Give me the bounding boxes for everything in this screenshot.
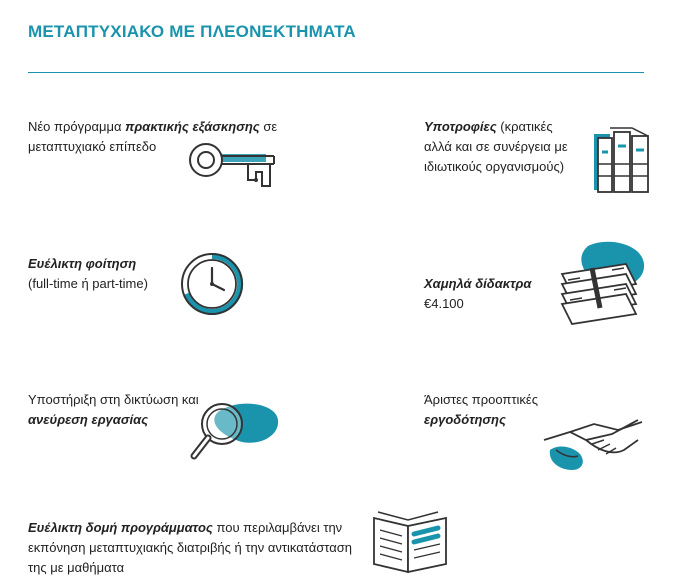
key-icon <box>184 140 286 200</box>
item-scholarships-text: Υποτροφίες (κρατικές αλλά και σε συνέργεια με ιδιωτικούς οργανισμούς) <box>424 119 568 174</box>
item-networking-text: Υποστήριξη στη δικτύωση και ανεύρεση εργασίας <box>28 392 199 427</box>
fees-amount: €4.100 <box>424 296 464 311</box>
magnifier-icon <box>180 394 284 474</box>
page-title: ΜΕΤΑΠΤΥΧΙΑΚΟ ΜΕ ΠΛΕΟΝΕΚΤΗΜΑΤΑ <box>28 22 356 41</box>
item-employment-bold: εργοδότησης <box>424 412 506 427</box>
item-structure-bold: Ευέλικτη δομή προγράμματος <box>28 520 213 535</box>
item-scholarships-bold: Υποτροφίες <box>424 119 497 134</box>
book-icon <box>368 498 452 578</box>
item-structure-text: Ευέλικτη δομή προγράμματος που περιλαμβάνει την εκπόνηση μεταπτυχιακής διατριβής ή την αντικατάσταση της με μαθήματα <box>28 520 352 575</box>
item-practical-text: Νέο πρόγραμμα πρακτικής εξάσκησης σε μεταπτυχιακό επίπεδο <box>28 119 278 154</box>
item-fees-text <box>424 274 564 314</box>
item-practical-bold: πρακτικής εξάσκησης <box>125 119 260 134</box>
handshake-icon <box>542 410 652 478</box>
books-icon <box>590 124 656 196</box>
item-fees-bold: Χαμηλά δίδακτρα <box>424 276 532 291</box>
item-flexible-study-bold: Ευέλικτη φοίτηση <box>28 256 137 271</box>
item-networking-bold: ανεύρεση εργασίας <box>28 412 149 427</box>
item-flexible-study-text: Ευέλικτη φοίτηση (full-time ή part-time) <box>28 256 148 291</box>
item-employment-text: Άριστες προοπτικές εργοδότησης <box>424 392 538 427</box>
money-icon <box>556 238 652 334</box>
clock-icon <box>178 250 246 318</box>
title-divider <box>28 72 644 73</box>
